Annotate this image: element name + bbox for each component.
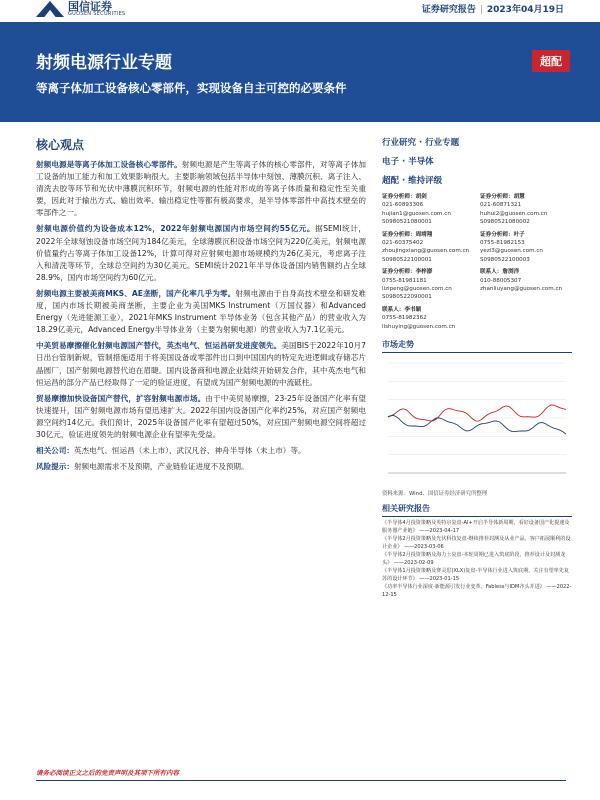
analyst-phone: 021-60871321 — [480, 202, 522, 209]
paragraph-lead: 中美贸易摩擦催化射频电源国产替代，英杰电气、恒运昌研发进度领先。 — [36, 341, 282, 351]
related-report-item[interactable]: 《半导体4月投资策略及英特尔复盘-AI+开启半导体新周期，看好设备国产化提速及服务器产业链》 ——2023-04-17 — [382, 520, 570, 534]
core-paragraph — [36, 288, 366, 336]
analyst-name: 证券分析师：叶子 — [480, 231, 525, 238]
paragraph-body: 美国BIS于2022年10月7日出台管制新规，管制措施适用于将美国设备或零部件出口到中国国内的特定先进逻辑或存储芯片晶圆厂，国产射频电源替代迫在眉睫。国内设备商和电源企业陆续开始研发合作，其中英杰电气和恒运昌的部分产品已经取得了一定的验证进度，有望成为国产射频电源的中流砥柱。 — [36, 341, 367, 387]
analyst-email[interactable]: lishuying@guosen.com.cn — [382, 323, 456, 330]
analyst-email[interactable]: yezi3@guosen.com.cn — [480, 248, 543, 255]
core-views — [36, 136, 366, 477]
analyst-email[interactable]: lizipeng@guosen.com.cn — [382, 286, 452, 293]
analyst-email[interactable]: zhanliuyang@guosen.com.cn — [480, 286, 563, 293]
analyst-name: 联系人：詹浏洋 — [480, 269, 520, 276]
analyst-name: 证券分析师：周靖翔 — [382, 231, 433, 238]
analyst-phone: 0755-81982362 — [382, 315, 427, 322]
analyst-cert: S0980522100001 — [382, 256, 432, 263]
analyst-email[interactable]: zhoujingxiang@guosen.com.cn — [382, 248, 470, 255]
analyst-card — [382, 193, 474, 227]
analyst-email[interactable]: hujian1@guosen.com.cn — [382, 210, 451, 217]
logo-cn: 国信证券 — [68, 0, 112, 13]
analyst-phone: 0755-81981181 — [382, 277, 427, 284]
market-chart-svg — [382, 357, 572, 487]
analyst-cert: S0980522090001 — [382, 294, 432, 301]
rating: 超配 · 维持评级 — [382, 176, 443, 186]
paragraph-body: 射频电源是产生等离子体的核心零部件，对等离子体加工设备的加工能力和加工效果影响很大。主要影响领域包括半导体中刻蚀、薄膜沉积、离子注入、清洗去胶等环节和光伏中薄膜沉积环节，射频电源的性能对形成的等离子体质量和稳定性至关重要，因此对于输出方式、输出效率、输出稳定性等都有极高要求，是半导体零部件中高技术壁垒的零部件之一。 — [36, 160, 367, 218]
related-reports — [382, 520, 572, 599]
paragraph-body: 射频电源由于自身高技术壁垒和研发难度，国内市场长期被美商垄断，主要企业为美国MKS Instrument（万国仪器）和Advanced Energy（先进能源工业），2021年MKS Instrument 半导体业务（包含其他产品）的营业收入为18.29亿美元，Advanced Energy半导体业务（主要为射频电源）的营业收入为7.1亿美元。 — [36, 288, 366, 335]
related-report-item[interactable]: 《半导体2月投资策略及光伏科技复盘-继续推荐封测及从业产品，客户拓展顺利的设计企业》 ——2023-03-06 — [382, 536, 571, 550]
report-subtitle: 等离子体加工设备核心零部件，实现设备自主可控的必要条件 — [36, 81, 347, 95]
report-title: 射频电源行业专题 — [36, 53, 172, 73]
analyst-email[interactable]: huhui2@guosen.com.cn — [480, 210, 548, 217]
analyst-card — [382, 268, 474, 302]
analyst-phone: 010-88005307 — [480, 277, 522, 284]
core-paragraph — [36, 461, 366, 473]
related-report-item[interactable]: 《功率半导体行业深度-新能源引发行业变革，Fabless与IDM齐头并进》 ——2022-12-15 — [382, 584, 572, 598]
report-type: 证券研究报告 — [421, 5, 476, 15]
report-date: 2023年04月19日 — [486, 5, 564, 15]
paragraph-lead: 射频电源主要被美商MKS、AE垄断，国产化率几乎为零。 — [36, 288, 236, 298]
chart-source: 资料来源：Wind、国信证券经济研究所整理 — [382, 491, 488, 498]
paragraph-lead: 贸易摩擦加快设备国产替代，扩容射频电源市场。 — [36, 393, 206, 403]
analyst-name: 证券分析师：李梓澎 — [382, 269, 433, 276]
analyst-name: 联系人：李书颖 — [382, 306, 422, 313]
core-paragraph — [36, 340, 366, 388]
related-reports-title: 相关研究报告 — [382, 503, 572, 517]
market-chart — [382, 357, 572, 487]
related-report-item[interactable]: 《半导体2月投资策略及海力士复盘-本轮周期已进入筑底阶段，推荐设计及封测龙头》 ——2023-02-09 — [382, 552, 566, 566]
analyst-list — [382, 193, 572, 331]
paragraph-lead: 风险提示： — [36, 462, 74, 472]
analyst-name: 证券分析师：胡剑 — [382, 194, 427, 200]
sidebar — [382, 136, 572, 600]
analyst-cert: S0980522100003 — [480, 256, 530, 263]
core-paragraph — [36, 223, 366, 283]
paragraph-lead: 相关公司： — [36, 446, 74, 456]
analyst-phone: 0755-81982153 — [480, 240, 525, 247]
paragraph-body: 英杰电气、恒运昌（未上市）、武汉凡谷、神舟半导体（未上市）等。 — [73, 446, 306, 456]
paragraph-body: 由于中美贸易摩擦，23-25年设备国产化率有望快速提升，国产射频电源市场有望迅速扩大。2022年国内设备国产化率约25%，对应国产射频电源空间约14亿元。我们预计，2025年设备国产化率有望超过50%，对应国产射频电源空间将超过30亿元，验证进度领先的射频电源企业有望率先受益。 — [36, 393, 366, 439]
company-logo — [36, 0, 126, 18]
rating-badge: 超配 — [532, 50, 570, 72]
chart-series-line — [388, 416, 566, 434]
core-paragraph — [36, 445, 366, 457]
industry: 电子 · 半导体 — [382, 157, 434, 167]
market-trend-title: 市场走势 — [382, 339, 572, 353]
analyst-phone: 021-60893306 — [382, 202, 424, 209]
footer-divider — [36, 780, 566, 781]
analyst-card — [382, 231, 474, 265]
logo-mark-icon — [36, 1, 64, 17]
paragraph-lead: 射频电源是等离子体加工设备核心零部件。 — [36, 160, 182, 169]
report-meta: 证券研究报告 | 2023年04月19日 — [421, 5, 564, 15]
core-views-title: 核心观点 — [36, 138, 85, 152]
core-paragraph — [36, 393, 366, 441]
research-type: 行业研究 · 行业专题 — [382, 138, 460, 148]
analyst-cert: S0980521080001 — [382, 219, 432, 226]
top-bar — [0, 0, 600, 22]
paragraph-body: 射频电源需求不及预期，产业链验证进度不及预期。 — [73, 462, 249, 472]
footer-disclaimer: 请务必阅读正文之后的免责声明及其项下所有内容 — [36, 769, 179, 777]
core-paragraph — [36, 159, 366, 219]
paragraph-lead: 射频电源价值约为设备成本12%，2022年射频电源国内市场空间约55亿元。 — [36, 224, 316, 234]
analyst-card — [480, 268, 572, 302]
paragraph-body: 据SEMI统计，2022年全球刻蚀设备市场空间为184亿美元，全球薄膜沉积设备市场空间为220亿美元，射频电源价值量约占等离子体加工设备12%，计算可得对应射频电源市场规模约为26亿美元，考虑离子注入和清洗等环节，全球总空间约为30亿美元。SEMI统计2021年半导体设备国内销售额约占全球28.9%，国内市场空间约为60亿元。 — [36, 224, 366, 282]
chart-series-line — [388, 405, 566, 421]
analyst-card — [480, 231, 572, 265]
analyst-name: 证券分析师：胡慧 — [480, 194, 525, 200]
analyst-cert: S0980521080002 — [480, 219, 530, 226]
analyst-card — [480, 193, 572, 227]
logo-en: GUOSEN SECURITIES — [68, 11, 126, 17]
analyst-card — [382, 306, 474, 331]
related-report-item[interactable]: 《半导体1月投资策略及赛灵思(XLX)复盘-半导体行业进入筑底期，关注有望率先复苏的设计环节》 ——2023-01-15 — [382, 568, 569, 582]
analyst-phone: 021-60375402 — [382, 240, 424, 247]
